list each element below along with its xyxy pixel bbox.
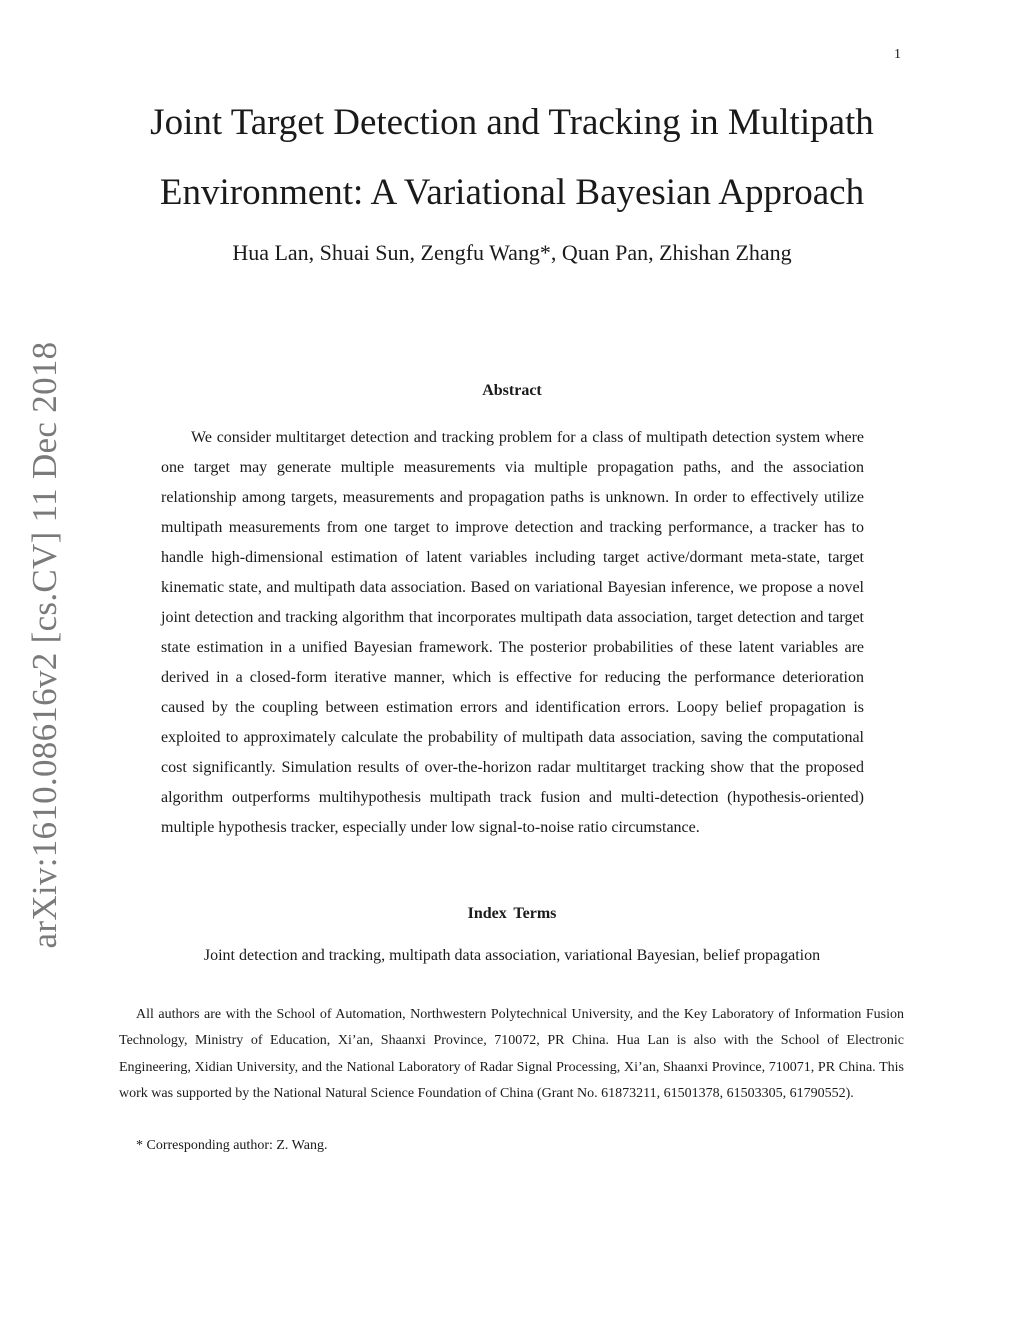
paper-title-line-2: Environment: A Variational Bayesian Approach bbox=[159, 172, 865, 213]
arxiv-identifier-stamp: arXiv:1610.08616v2 [cs.CV] 11 Dec 2018 bbox=[25, 341, 64, 949]
page-number: 1 bbox=[894, 47, 901, 62]
affiliation-footnote: All authors are with the School of Automation, Northwestern Polytechnical University, and the Key Laboratory of Information Fusion Technology, Ministry of Education, Xi’an, Shaanxi Province, 710072, PR China. Hua Lan is also with the School of Electronic Engineering, Xidian University, and the National Laboratory of Radar Signal Processing, Xi’an, Shaanxi Province, 710071, PR China. This work was supported by the National Natural Science Foundation of China (Grant No. 61873211, 61501378, 61503305, 61790552). bbox=[119, 1007, 904, 1101]
abstract-body: We consider multitarget detection and tracking problem for a class of multipath detection system where one target may generate multiple measurements via multiple propagation paths, and the association relationship among targets, measurements and propagation paths is unknown. In order to effectively utilize multipath measurements from one target to improve detection and tracking performance, a tracker has to handle high-dimensional estimation of latent variables including target active/dormant meta-state, target kinematic state, and multipath data association. Based on variational Bayesian inference, we propose a novel joint detection and tracking algorithm that incorporates multipath data association, target detection and target state estimation in a unified Bayesian framework. The posterior probabilities of these latent variables are derived in a closed-form iterative manner, which is effective for reducing the performance deterioration caused by the coupling between estimation errors and identification errors. Loopy belief propagation is exploited to approximately calculate the probability of multipath data association, saving the computational cost significantly. Simulation results of over-the-horizon radar multitarget tracking show that the proposed algorithm outperforms multihypothesis multipath track fusion and multi-detection (hypothesis-oriented) multiple hypothesis tracker, especially under low signal-to-noise ratio circumstance. bbox=[161, 429, 864, 836]
paper-title bbox=[100, 88, 924, 228]
index-terms-body: Joint detection and tracking, multipath data association, variational Bayesian, belief propagation bbox=[203, 947, 821, 964]
corresponding-author-footnote: * Corresponding author: Z. Wang. bbox=[136, 1138, 328, 1153]
author-list: Hua Lan, Shuai Sun, Zengfu Wang*, Quan Pan, Zhishan Zhang bbox=[232, 240, 792, 265]
paper-title-line-1: Joint Target Detection and Tracking in Multipath bbox=[150, 102, 874, 143]
abstract-heading: Abstract bbox=[482, 382, 542, 399]
index-terms-heading: Index Terms bbox=[467, 905, 557, 922]
